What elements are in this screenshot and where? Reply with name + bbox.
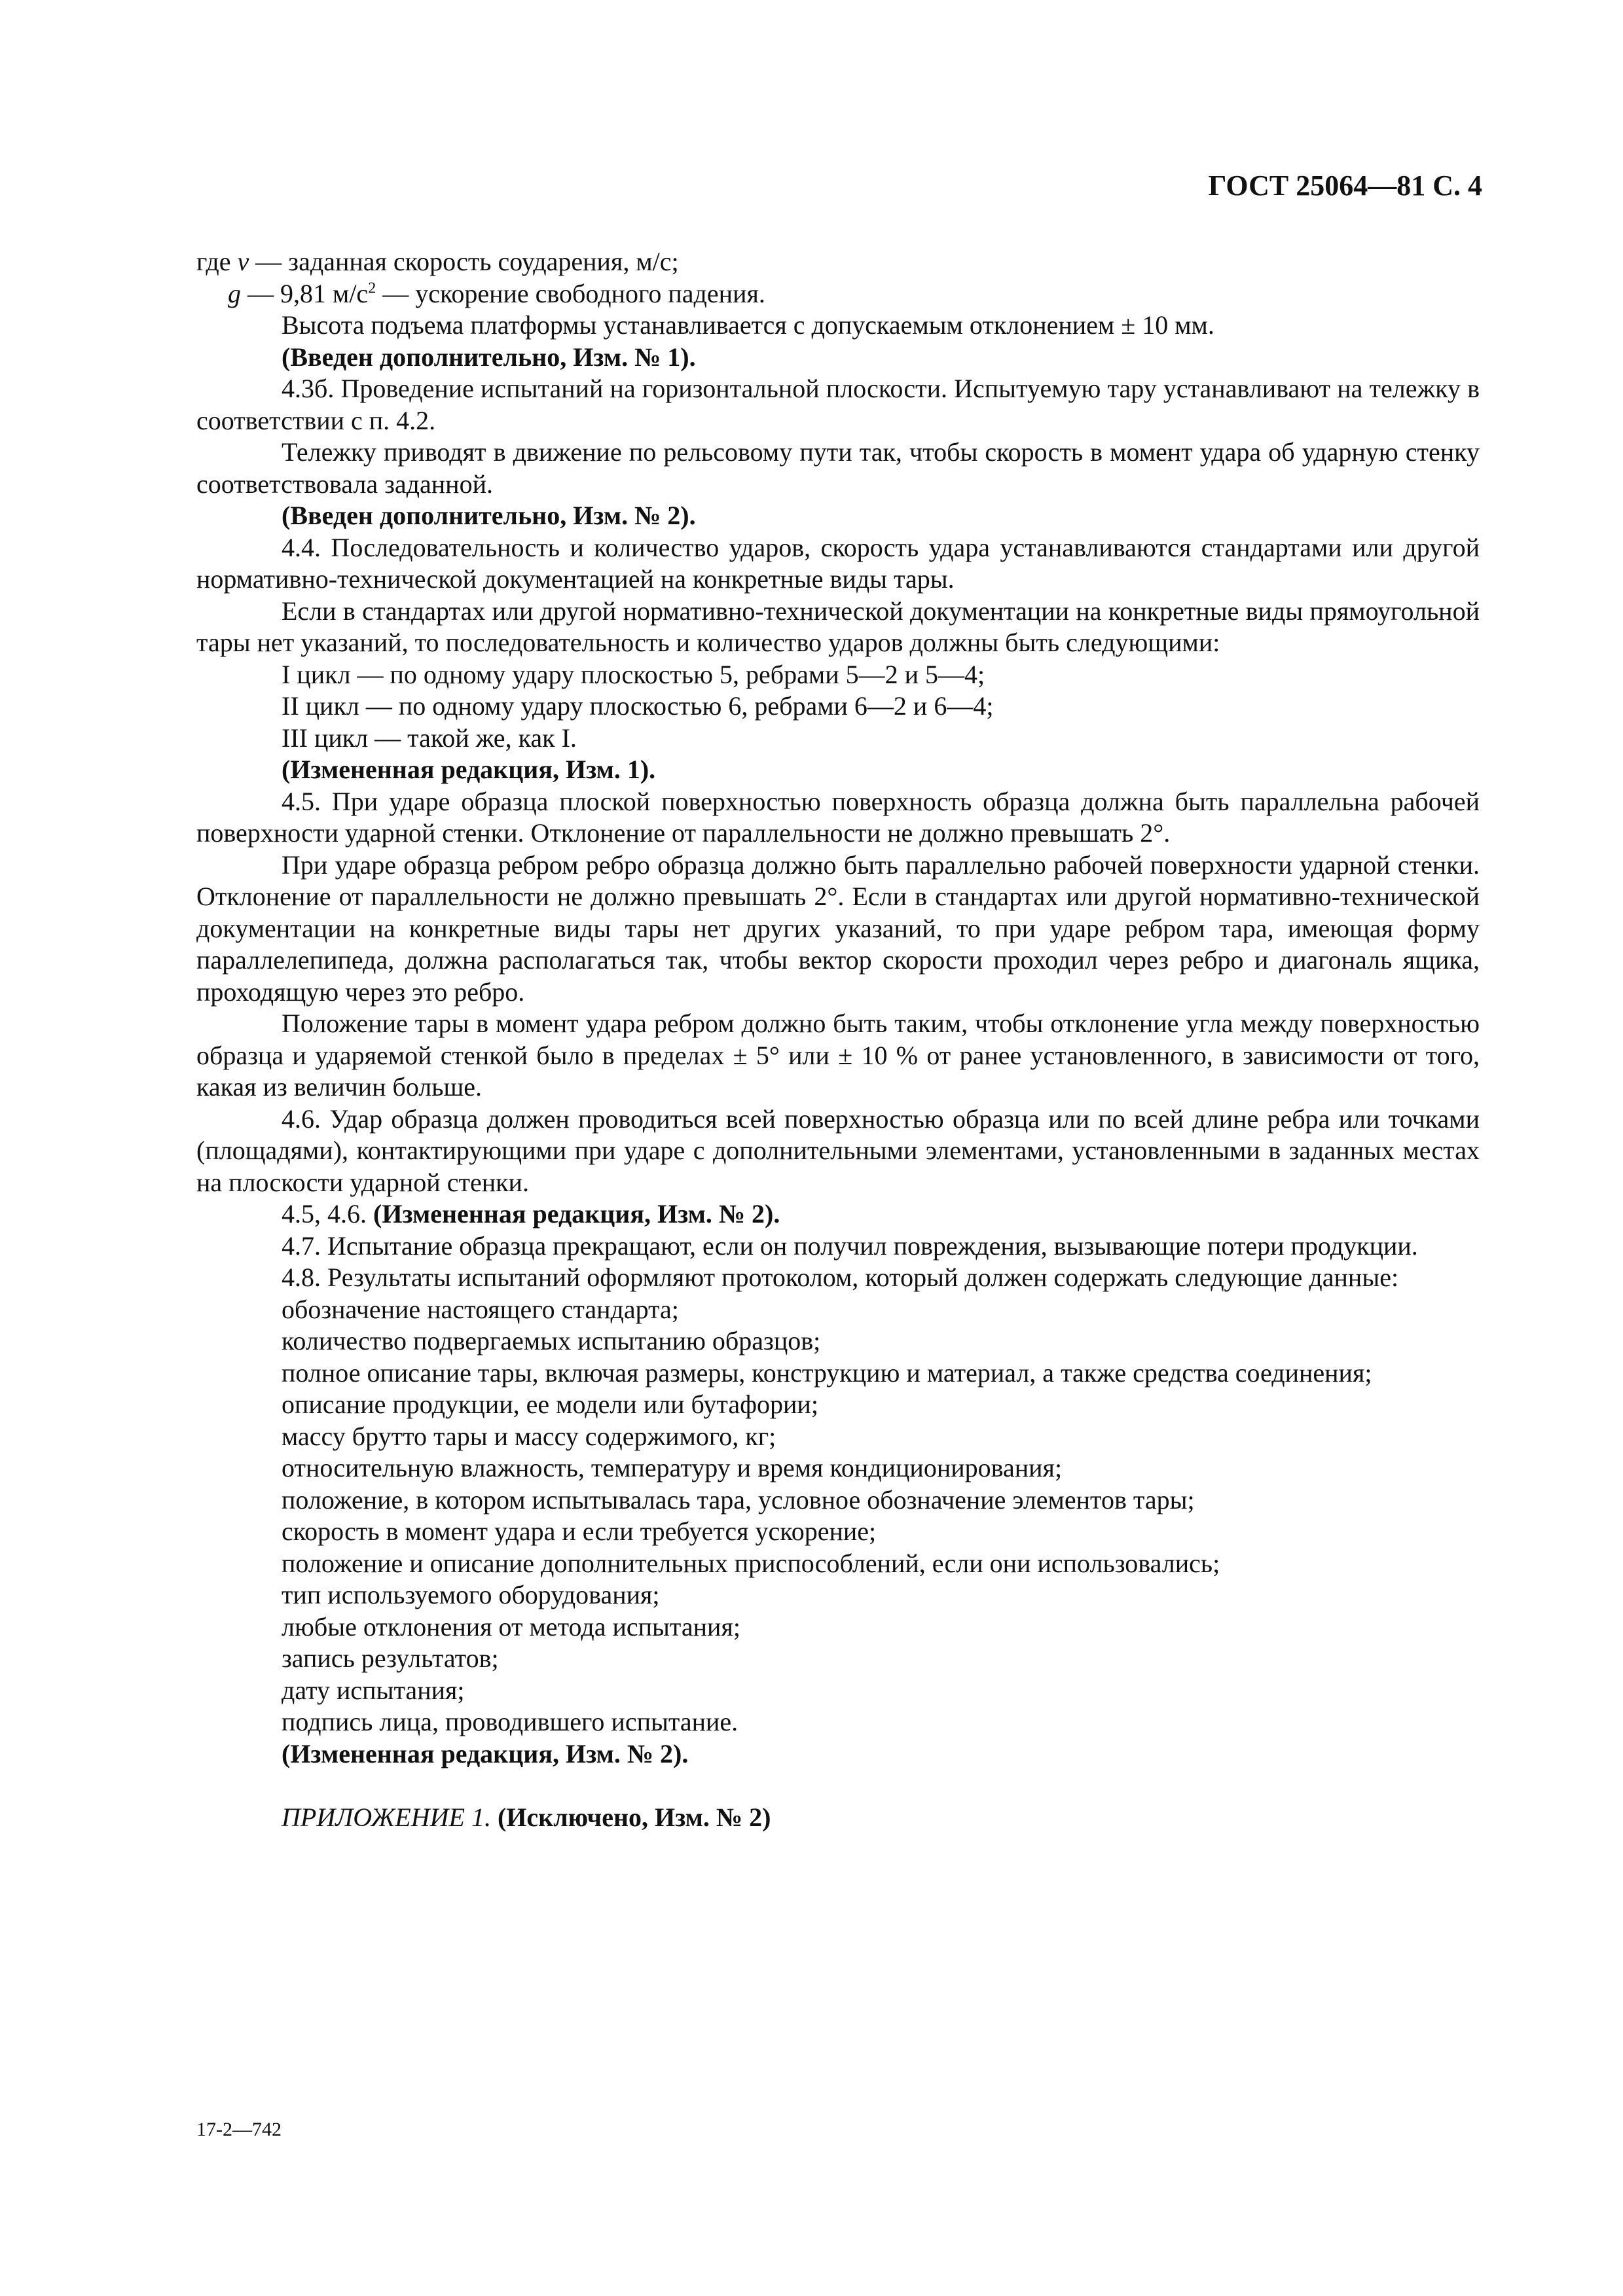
clause-4-4: 4.4. Последовательность и количество ударов, скорость удара устанавливаются стандартами или другой нормативно-технической документацией на конкретные виды тары. — [196, 532, 1480, 594]
clause-4-6: 4.6. Удар образца должен проводиться всей поверхностью образца или по всей длине ребра или точками (площадями), контактирующими при ударе с дополнительными элементами, установленными в заданных местах на плоскости ударной стенки. — [196, 1103, 1480, 1197]
amendment-note: (Введен дополнительно, Изм. № 1). — [282, 342, 696, 372]
document-body — [196, 246, 1480, 1833]
clause-4-8: 4.8. Результаты испытаний оформляют протоколом, который должен содержать следующие данные: — [282, 1263, 1399, 1292]
amendment-note-line: 4.5, 4.6. (Измененная редакция, Изм. № 2). — [282, 1199, 780, 1229]
clause-4-3b-cont: Тележку приводят в движение по рельсовому пути так, чтобы скорость в момент удара об ударную стенку соответствовала заданной. — [196, 437, 1480, 499]
protocol-item: обозначение настоящего стандарта; — [282, 1294, 679, 1324]
cycle-item: I цикл — по одному удару плоскостью 5, ребрами 5—2 и 5—4; — [282, 659, 985, 689]
protocol-item: положение и описание дополнительных приспособлений, если они использовались; — [282, 1548, 1220, 1578]
protocol-item: полное описание тары, включая размеры, конструкцию и материал, а также средства соединения; — [282, 1357, 1372, 1388]
amendment-note: (Измененная редакция, Изм. 1). — [282, 755, 656, 784]
protocol-item: запись результатов; — [282, 1643, 499, 1673]
protocol-item: дату испытания; — [282, 1675, 465, 1705]
clause-4-7: 4.7. Испытание образца прекращают, если он получил повреждения, вызывающие потери продукции. — [282, 1230, 1418, 1261]
protocol-items-list — [196, 1294, 1480, 1738]
amendment-note: (Измененная редакция, Изм. № 2). — [282, 1738, 689, 1768]
footer-code: 17-2—742 — [196, 2119, 282, 2140]
appendix-note: ПРИЛОЖЕНИЕ 1. (Исключено, Изм. № 2) — [282, 1802, 771, 1832]
cycle-item: II цикл — по одному удару плоскостью 6, ребрами 6—2 и 6—4; — [282, 691, 994, 721]
amendment-note: (Введен дополнительно, Изм. № 2). — [282, 501, 696, 530]
cycle-item: III цикл — такой же, как I. — [282, 723, 577, 753]
clause-4-5: 4.5. При ударе образца плоской поверхностью поверхность образца должна быть параллельна рабочей поверхности ударной стенки. Отклонение от параллельности не должно превышать 2°. — [196, 786, 1480, 848]
formula-note-g: g — 9,81 $м/с^2$ — ускорение свободного падения. — [228, 278, 765, 308]
clause-4-5-cont: Положение тары в момент удара ребром должно быть таким, чтобы отклонение угла между поверхностью образца и ударяемой стенкой было в пределах ± 5° или ± 10 % от ранее установленного, в зависимости от того, какая из величин больше. — [196, 1009, 1480, 1102]
protocol-item: описание продукции, ее модели или бутафории; — [282, 1390, 818, 1419]
protocol-item: подпись лица, проводившего испытание. — [282, 1707, 739, 1736]
protocol-item: массу брутто тары и массу содержимого, кг; — [282, 1421, 776, 1451]
clause-4-5-cont: При ударе образца ребром ребро образца должно быть параллельно рабочей поверхности ударной стенки. Отклонение от параллельности не должно превышать 2°. Если в стандартах или другой нормативно-технической документации на конкретные виды тары нет других указаний, то при ударе ребром тара, имеющая форму параллелепипеда, должна располагаться так, чтобы вектор скорости проходил через ребро и диагональ ящика, проходящую через это ребро. — [196, 850, 1480, 1007]
protocol-item: любые отклонения от метода испытания; — [282, 1611, 740, 1641]
protocol-item: скорость в момент удара и если требуется ускорение; — [282, 1516, 877, 1546]
clause-4-4-cont: Если в стандартах или другой нормативно-технической документации на конкретные виды прямоугольной тары нет указаний, то последовательность и количество ударов должны быть следующими: — [196, 596, 1480, 657]
protocol-item: тип используемого оборудования; — [282, 1580, 660, 1609]
protocol-item: относительную влажность, температуру и время кондиционирования; — [282, 1453, 1063, 1482]
formula-note-v: где v — заданная скорость соударения, м/с; — [196, 247, 679, 276]
page-header: ГОСТ 25064—81 С. 4 — [1208, 170, 1482, 202]
clause-4-3b: 4.3б. Проведение испытаний на горизонтальной плоскости. Испытуемую тару устанавливают на тележку в соответствии с п. 4.2. — [196, 374, 1480, 435]
height-tolerance-paragraph: Высота подъема платформы устанавливается с допускаемым отклонением ± 10 мм. — [282, 310, 1214, 340]
protocol-item: количество подвергаемых испытанию образцов; — [282, 1326, 821, 1355]
protocol-item: положение, в котором испытывалась тара, условное обозначение элементов тары; — [282, 1484, 1195, 1515]
